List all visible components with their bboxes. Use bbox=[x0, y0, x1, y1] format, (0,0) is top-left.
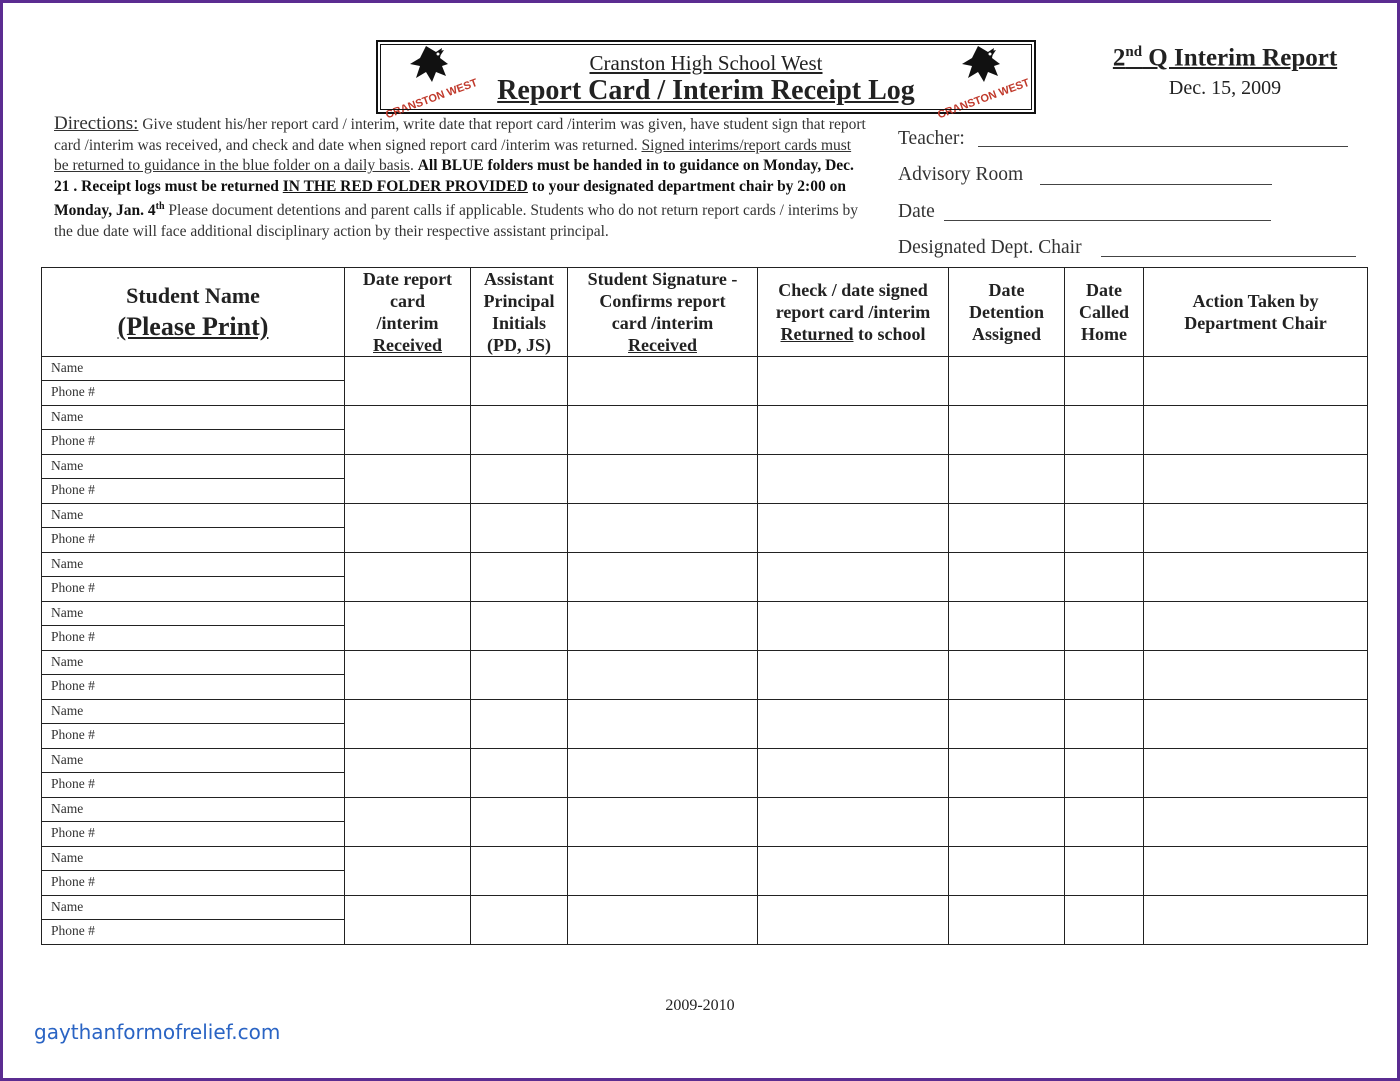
advisory-room-field[interactable] bbox=[1040, 184, 1272, 185]
called-home-cell[interactable] bbox=[1065, 357, 1144, 406]
directions-text: Directions: Give student his/her report card / interim, write date that report card /interim was given, have student sign that report card /interim was received, and check and date when signed report card /interim was returned. Signed interims/report cards must be returned to guidance in the blue folder on a daily basis. All BLUE folders must be handed in to guidance on Monday, Dec. 21 . Receipt logs must be returned IN THE RED FOLDER PROVIDED to your designated department chair by 2:00 on Monday, Jan. 4th Please document detentions and parent calls if applicable. Students who do not return report cards / interims by the due date will face additional disciplinary action by their respective assistant principal. bbox=[54, 113, 866, 241]
date-received-cell[interactable] bbox=[345, 504, 471, 553]
called-home-cell[interactable] bbox=[1065, 406, 1144, 455]
signature-cell[interactable] bbox=[568, 602, 758, 651]
ap-initials-cell[interactable] bbox=[471, 357, 568, 406]
col-check-returned: Check / date signed report card /interim Returned to school bbox=[758, 268, 949, 357]
phone-line[interactable]: Phone # bbox=[51, 482, 95, 497]
ap-initials-cell[interactable] bbox=[471, 504, 568, 553]
action-cell[interactable] bbox=[1144, 504, 1368, 553]
dept-chair-field[interactable] bbox=[1101, 256, 1356, 257]
school-name: Cranston High School West bbox=[589, 51, 823, 75]
returned-cell[interactable] bbox=[758, 847, 949, 896]
watermark: gaythanformofrelief.com bbox=[34, 1020, 281, 1044]
student-cell[interactable] bbox=[42, 651, 345, 700]
signature-cell[interactable] bbox=[568, 553, 758, 602]
student-cell[interactable] bbox=[42, 553, 345, 602]
table-row bbox=[42, 651, 1368, 700]
col-detention: Date Detention Assigned bbox=[949, 268, 1065, 357]
phone-line[interactable]: Phone # bbox=[51, 433, 95, 448]
detention-cell[interactable] bbox=[949, 357, 1065, 406]
detention-cell[interactable] bbox=[949, 553, 1065, 602]
col-action-taken: Action Taken by Department Chair bbox=[1144, 268, 1368, 357]
logo-text: CRANSTON WEST bbox=[936, 76, 1032, 122]
returned-cell[interactable] bbox=[758, 504, 949, 553]
detention-cell[interactable] bbox=[949, 455, 1065, 504]
student-cell[interactable] bbox=[42, 357, 345, 406]
date-received-cell[interactable] bbox=[345, 798, 471, 847]
ap-initials-cell[interactable] bbox=[471, 455, 568, 504]
called-home-cell[interactable] bbox=[1065, 553, 1144, 602]
ap-initials-cell[interactable] bbox=[471, 553, 568, 602]
phone-line[interactable]: Phone # bbox=[51, 727, 95, 742]
action-cell[interactable] bbox=[1144, 847, 1368, 896]
student-cell[interactable] bbox=[42, 455, 345, 504]
date-received-cell[interactable] bbox=[345, 749, 471, 798]
called-home-cell[interactable] bbox=[1065, 847, 1144, 896]
detention-cell[interactable] bbox=[949, 749, 1065, 798]
detention-cell[interactable] bbox=[949, 700, 1065, 749]
ap-initials-cell[interactable] bbox=[471, 896, 568, 945]
date-field[interactable] bbox=[944, 220, 1271, 221]
signature-cell[interactable] bbox=[568, 798, 758, 847]
date-received-cell[interactable] bbox=[345, 406, 471, 455]
returned-cell[interactable] bbox=[758, 553, 949, 602]
table-body bbox=[42, 357, 1368, 945]
date-received-cell[interactable] bbox=[345, 553, 471, 602]
called-home-cell[interactable] bbox=[1065, 798, 1144, 847]
name-line[interactable]: Name bbox=[42, 455, 344, 479]
returned-cell[interactable] bbox=[758, 896, 949, 945]
name-line[interactable]: Name bbox=[42, 700, 344, 724]
phone-line[interactable]: Phone # bbox=[51, 580, 95, 595]
action-cell[interactable] bbox=[1144, 798, 1368, 847]
signature-cell[interactable] bbox=[568, 700, 758, 749]
student-cell[interactable] bbox=[42, 749, 345, 798]
col-student-name: Student Name (Please Print) bbox=[42, 268, 345, 357]
called-home-cell[interactable] bbox=[1065, 455, 1144, 504]
title-box bbox=[376, 40, 1036, 122]
table-row bbox=[42, 357, 1368, 406]
advisory-room-label: Advisory Room bbox=[898, 164, 1024, 185]
returned-cell[interactable] bbox=[758, 651, 949, 700]
detention-cell[interactable] bbox=[949, 504, 1065, 553]
name-line[interactable]: Name bbox=[42, 896, 344, 920]
action-cell[interactable] bbox=[1144, 896, 1368, 945]
signature-cell[interactable] bbox=[568, 896, 758, 945]
date-label: Date bbox=[898, 201, 935, 222]
ap-initials-cell[interactable] bbox=[471, 749, 568, 798]
logo-text: CRANSTON WEST bbox=[384, 76, 480, 122]
directions-label: Directions: bbox=[54, 113, 139, 134]
table-row bbox=[42, 406, 1368, 455]
returned-cell[interactable] bbox=[758, 749, 949, 798]
returned-cell[interactable] bbox=[758, 357, 949, 406]
signature-cell[interactable] bbox=[568, 847, 758, 896]
eagle-logo-left bbox=[384, 42, 480, 122]
signature-cell[interactable] bbox=[568, 406, 758, 455]
name-line[interactable]: Name bbox=[42, 798, 344, 822]
action-cell[interactable] bbox=[1144, 651, 1368, 700]
name-line[interactable]: Name bbox=[42, 749, 344, 773]
detention-cell[interactable] bbox=[949, 406, 1065, 455]
returned-cell[interactable] bbox=[758, 406, 949, 455]
table-row bbox=[42, 896, 1368, 945]
ap-initials-cell[interactable] bbox=[471, 602, 568, 651]
name-line[interactable]: Name bbox=[42, 602, 344, 626]
ap-initials-cell[interactable] bbox=[471, 847, 568, 896]
called-home-cell[interactable] bbox=[1065, 504, 1144, 553]
ap-initials-cell[interactable] bbox=[471, 651, 568, 700]
table-row bbox=[42, 700, 1368, 749]
ap-initials-cell[interactable] bbox=[471, 798, 568, 847]
detention-cell[interactable] bbox=[949, 651, 1065, 700]
student-cell[interactable] bbox=[42, 700, 345, 749]
teacher-field[interactable] bbox=[978, 146, 1348, 147]
col-ap-initials: Assistant Principal Initials (PD, JS) bbox=[471, 268, 568, 357]
returned-cell[interactable] bbox=[758, 455, 949, 504]
date-received-cell[interactable] bbox=[345, 357, 471, 406]
called-home-cell[interactable] bbox=[1065, 700, 1144, 749]
student-cell[interactable] bbox=[42, 896, 345, 945]
phone-line[interactable]: Phone # bbox=[51, 825, 95, 840]
phone-line[interactable]: Phone # bbox=[51, 531, 95, 546]
signature-cell[interactable] bbox=[568, 749, 758, 798]
dept-chair-label: Designated Dept. Chair bbox=[898, 237, 1082, 258]
action-cell[interactable] bbox=[1144, 406, 1368, 455]
name-line[interactable]: Name bbox=[42, 357, 344, 381]
action-cell[interactable] bbox=[1144, 553, 1368, 602]
name-line[interactable]: Name bbox=[42, 406, 344, 430]
table-header-row bbox=[42, 268, 1368, 357]
called-home-cell[interactable] bbox=[1065, 602, 1144, 651]
col-date-received: Date report card /interim Received bbox=[345, 268, 471, 357]
name-line[interactable]: Name bbox=[42, 504, 344, 528]
returned-cell[interactable] bbox=[758, 798, 949, 847]
phone-line[interactable]: Phone # bbox=[51, 776, 95, 791]
student-cell[interactable] bbox=[42, 847, 345, 896]
eagle-logo-right bbox=[936, 42, 1032, 122]
detention-cell[interactable] bbox=[949, 798, 1065, 847]
returned-cell[interactable] bbox=[758, 602, 949, 651]
document-title: Report Card / Interim Receipt Log bbox=[497, 75, 915, 106]
student-cell[interactable] bbox=[42, 504, 345, 553]
signature-cell[interactable] bbox=[568, 651, 758, 700]
detention-cell[interactable] bbox=[949, 847, 1065, 896]
signature-cell[interactable] bbox=[568, 455, 758, 504]
phone-line[interactable]: Phone # bbox=[51, 629, 95, 644]
detention-cell[interactable] bbox=[949, 896, 1065, 945]
action-cell[interactable] bbox=[1144, 455, 1368, 504]
table-row bbox=[42, 749, 1368, 798]
date-received-cell[interactable] bbox=[345, 455, 471, 504]
interim-date: Dec. 15, 2009 bbox=[1168, 77, 1282, 99]
returned-cell[interactable] bbox=[758, 700, 949, 749]
signature-cell[interactable] bbox=[568, 504, 758, 553]
detention-cell[interactable] bbox=[949, 602, 1065, 651]
called-home-cell[interactable] bbox=[1065, 651, 1144, 700]
ap-initials-cell[interactable] bbox=[471, 700, 568, 749]
action-cell[interactable] bbox=[1144, 602, 1368, 651]
table-row bbox=[42, 798, 1368, 847]
called-home-cell[interactable] bbox=[1065, 896, 1144, 945]
col-student-signature: Student Signature - Confirms report card /interim Received bbox=[568, 268, 758, 357]
date-received-cell[interactable] bbox=[345, 651, 471, 700]
phone-line[interactable]: Phone # bbox=[51, 923, 95, 938]
date-received-cell[interactable] bbox=[345, 700, 471, 749]
signature-cell[interactable] bbox=[568, 357, 758, 406]
school-year: 2009-2010 bbox=[665, 997, 735, 1014]
student-cell[interactable] bbox=[42, 406, 345, 455]
interim-title: 2nd Q Interim Report bbox=[1112, 44, 1338, 72]
phone-line[interactable]: Phone # bbox=[51, 874, 95, 889]
table-row bbox=[42, 504, 1368, 553]
name-line[interactable]: Name bbox=[42, 847, 344, 871]
date-received-cell[interactable] bbox=[345, 896, 471, 945]
ap-initials-cell[interactable] bbox=[471, 406, 568, 455]
table-row bbox=[42, 455, 1368, 504]
col-called-home: Date Called Home bbox=[1065, 268, 1144, 357]
called-home-cell[interactable] bbox=[1065, 749, 1144, 798]
table-row bbox=[42, 553, 1368, 602]
phone-line[interactable]: Phone # bbox=[51, 384, 95, 399]
receipt-log-table bbox=[41, 267, 1368, 945]
action-cell[interactable] bbox=[1144, 357, 1368, 406]
name-line[interactable]: Name bbox=[42, 553, 344, 577]
date-received-cell[interactable] bbox=[345, 847, 471, 896]
student-cell[interactable] bbox=[42, 602, 345, 651]
action-cell[interactable] bbox=[1144, 749, 1368, 798]
table-row bbox=[42, 602, 1368, 651]
teacher-label: Teacher: bbox=[898, 128, 965, 149]
student-cell[interactable] bbox=[42, 798, 345, 847]
phone-line[interactable]: Phone # bbox=[51, 678, 95, 693]
table-row bbox=[42, 847, 1368, 896]
action-cell[interactable] bbox=[1144, 700, 1368, 749]
name-line[interactable]: Name bbox=[42, 651, 344, 675]
date-received-cell[interactable] bbox=[345, 602, 471, 651]
